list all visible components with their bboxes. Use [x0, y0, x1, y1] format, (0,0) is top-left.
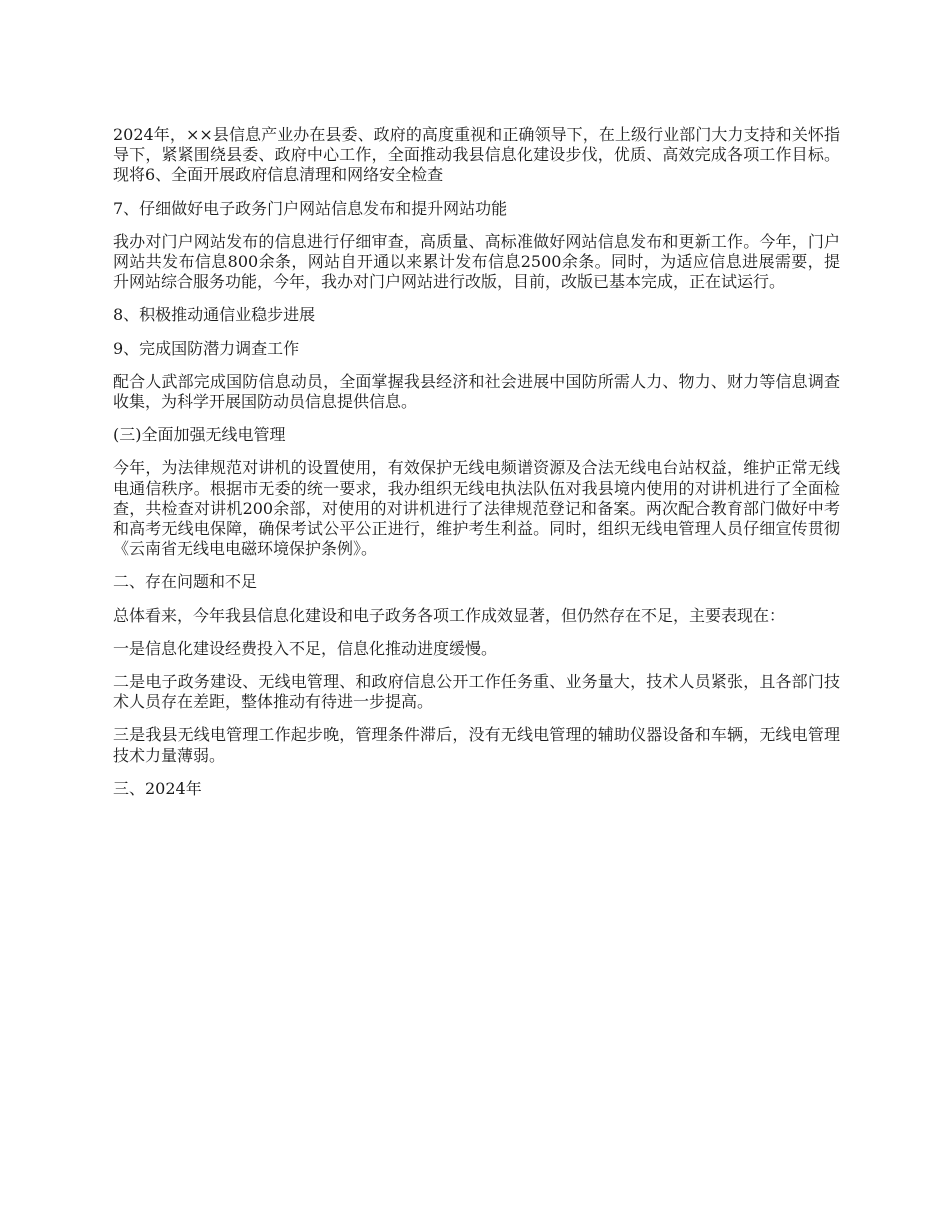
defense-paragraph: 配合人武部完成国防信息动员，全面掌握我县经济和社会进展中国防所需人力、物力、财力等信息调查收集，为科学开展国防动员信息提供信息。 — [113, 371, 840, 412]
problem-item-3: 三是我县无线电管理工作起步晚，管理条件滞后，没有无线电管理的辅助仪器设备和车辆，无线电管理技术力量薄弱。 — [113, 725, 840, 765]
section-heading-7: 7、仔细做好电子政务门户网站信息发布和提升网站功能 — [113, 198, 508, 218]
document-body — [113, 125, 840, 812]
section-heading-9: 9、完成国防潜力调查工作 — [113, 338, 300, 358]
section-heading-8: 8、积极推动通信业稳步进展 — [113, 305, 316, 325]
radio-paragraph: 今年，为法律规范对讲机的设置使用，有效保护无线电频谱资源及合法无线电台站权益，维护正常无线电通信秩序。根据市无委的统一要求，我办组织无线电执法队伍对我县境内使用的对讲机进行了全面检查，共检查对讲机200余部，对使用的对讲机进行了法律规范登记和备案。两次配合教育部门做好中考和高考无线电保障，确保考试公平公正进行，维护考生利益。同时，组织无线电管理人员仔细宣传贯彻《云南省无线电电磁环境保护条例》。 — [113, 458, 840, 559]
problem-item-1: 一是信息化建设经费投入不足，信息化推动进度缓慢。 — [113, 638, 498, 658]
problem-item-2: 二是电子政务建设、无线电管理、和政府信息公开工作任务重、业务量大，技术人员紧张，且各部门技术人员存在差距，整体推动有待进一步提高。 — [113, 672, 840, 712]
radio-section-heading: (三)全面加强无线电管理 — [113, 425, 286, 445]
intro-paragraph: 2024年，××县信息产业办在县委、政府的高度重视和正确领导下，在上级行业部门大力支持和关怀指导下，紧紧围绕县委、政府中心工作，全面推动我县信息化建设步伐，优质、高效完成各项工作目标。现将6、全面开展政府信息清理和网络安全检查 — [113, 125, 840, 185]
next-year-heading: 三、2024年 — [113, 778, 202, 798]
problems-heading: 二、存在问题和不足 — [113, 572, 258, 592]
website-paragraph: 我办对门户网站发布的信息进行仔细审查，高质量、高标准做好网站信息发布和更新工作。今年，门户网站共发布信息800余条，网站自开通以来累计发布信息2500余条。同时，为适应信息进展需要，提升网站综合服务功能，今年，我办对门户网站进行改版，目前，改版已基本完成，正在试运行。 — [113, 231, 840, 292]
problems-summary: 总体看来，今年我县信息化建设和电子政务各项工作成效显著，但仍然存在不足，主要表现在： — [113, 605, 786, 625]
